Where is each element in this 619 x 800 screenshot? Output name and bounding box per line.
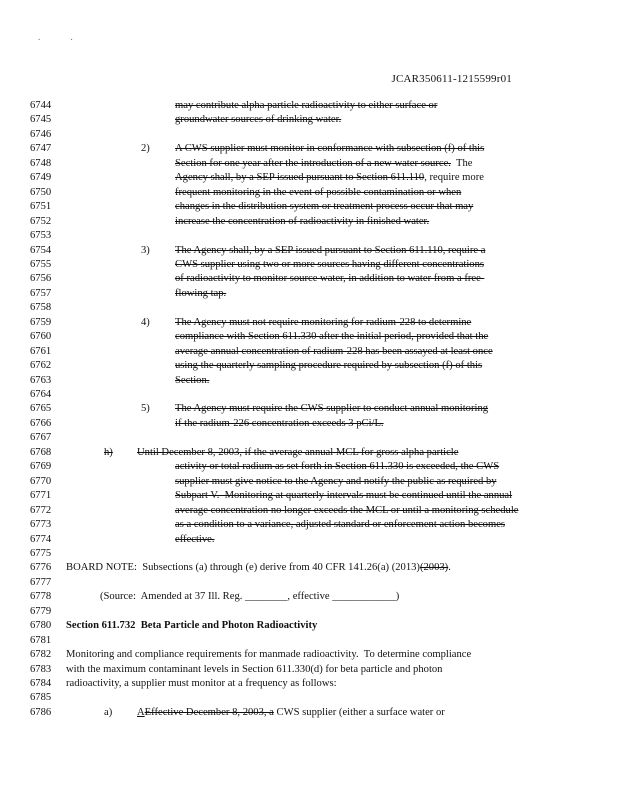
document-line bbox=[0, 129, 619, 142]
line-number: 6758 bbox=[30, 302, 52, 314]
document-line bbox=[0, 158, 619, 171]
line-text bbox=[175, 331, 488, 342]
line-text bbox=[175, 418, 384, 429]
text-segment: of radioactivity to monitor source water, in addition to water from a free- bbox=[175, 273, 485, 285]
text-segment: frequent monitoring in the event of possible contamination or when bbox=[175, 186, 462, 198]
text-segment: radioactivity, a supplier must monitor at a frequency as follows: bbox=[66, 678, 337, 689]
line-number: 6750 bbox=[30, 186, 52, 198]
text-segment: may contribute alpha particle radioactivity to either surface or bbox=[175, 100, 438, 111]
text-segment: , require more bbox=[424, 172, 484, 184]
line-text bbox=[175, 288, 226, 299]
line-number: 6759 bbox=[30, 316, 52, 328]
line-text bbox=[175, 259, 484, 270]
line-text bbox=[175, 216, 429, 227]
line-text bbox=[175, 143, 484, 154]
document-line bbox=[0, 707, 619, 720]
document-line bbox=[0, 346, 619, 359]
document-line bbox=[0, 143, 619, 156]
line-number: 6761 bbox=[30, 345, 52, 357]
line-number: 6762 bbox=[30, 360, 52, 372]
document-line bbox=[0, 273, 619, 286]
document-line bbox=[0, 360, 619, 373]
line-number: 6767 bbox=[30, 432, 52, 444]
text-segment: . bbox=[448, 562, 451, 574]
text-segment: changes in the distribution system or treatment process occur that may bbox=[175, 201, 474, 213]
text-segment: CWS supplier using two or more sources having different concentrations bbox=[175, 258, 485, 270]
line-number: 6765 bbox=[30, 403, 52, 415]
line-text bbox=[175, 505, 519, 516]
document-line bbox=[0, 418, 619, 431]
line-number: 6766 bbox=[30, 417, 52, 429]
text-segment: Subpart V. Monitoring at quarterly intervals must be continued until the annual bbox=[175, 490, 513, 502]
line-number: 6784 bbox=[30, 678, 52, 689]
line-number: 6782 bbox=[30, 649, 52, 661]
line-text bbox=[100, 591, 399, 602]
line-text bbox=[175, 201, 473, 212]
line-text bbox=[175, 346, 493, 357]
list-label: 5) bbox=[141, 403, 150, 415]
text-segment: The bbox=[450, 157, 473, 169]
line-number: 6771 bbox=[30, 490, 52, 502]
document-line bbox=[0, 403, 619, 416]
line-number: 6745 bbox=[30, 114, 52, 126]
document-line bbox=[0, 476, 619, 489]
line-text bbox=[175, 172, 484, 183]
document-line bbox=[0, 591, 619, 604]
line-text bbox=[175, 100, 437, 111]
line-text bbox=[175, 476, 497, 487]
line-number: 6756 bbox=[30, 273, 52, 285]
list-label: a) bbox=[104, 706, 113, 718]
document-line bbox=[0, 201, 619, 214]
document-line bbox=[0, 187, 619, 200]
text-segment: Section. bbox=[175, 374, 210, 386]
corner-marks: . . bbox=[38, 32, 87, 42]
line-number: 6754 bbox=[30, 244, 52, 256]
document-line bbox=[0, 331, 619, 344]
text-segment: Effective December 8, 2003, a bbox=[144, 706, 274, 718]
line-number: 6764 bbox=[30, 389, 52, 400]
line-number: 6747 bbox=[30, 143, 52, 155]
line-text bbox=[175, 245, 485, 256]
line-number: 6768 bbox=[30, 446, 52, 458]
document-line bbox=[0, 664, 619, 677]
text-segment: with the maximum contaminant levels in Section 611.330(d) for beta particle and photon bbox=[66, 663, 443, 675]
document-line bbox=[0, 548, 619, 561]
line-text bbox=[175, 158, 473, 169]
document-line bbox=[0, 649, 619, 662]
line-number: 6786 bbox=[30, 706, 52, 718]
text-segment: effective. bbox=[175, 533, 215, 545]
text-segment: if the radium-226 concentration exceeds 3 pCi/L. bbox=[175, 417, 384, 429]
line-number: 6781 bbox=[30, 634, 52, 646]
line-text bbox=[66, 562, 451, 573]
line-number: 6752 bbox=[30, 215, 52, 227]
line-number: 6746 bbox=[30, 128, 52, 140]
line-text bbox=[175, 317, 471, 328]
document-line bbox=[0, 114, 619, 127]
text-segment: supplier must give notice to the Agency and notify the public as required by bbox=[175, 475, 497, 487]
line-number: 6769 bbox=[30, 461, 52, 473]
line-text bbox=[175, 461, 499, 472]
line-number: 6774 bbox=[30, 533, 52, 545]
text-segment: A CWS supplier must monitor in conformance with subsection (f) of this bbox=[175, 143, 485, 155]
document-line bbox=[0, 100, 619, 113]
line-number: 6780 bbox=[30, 620, 52, 632]
line-text bbox=[66, 620, 317, 631]
text-segment: (2003) bbox=[419, 562, 449, 574]
line-number: 6763 bbox=[30, 374, 52, 386]
text-segment: groundwater sources of drinking water. bbox=[175, 114, 342, 126]
text-segment: flowing tap. bbox=[175, 287, 227, 299]
text-segment: using the quarterly sampling procedure required by subsection (f) of this bbox=[175, 360, 483, 372]
line-number: 6760 bbox=[30, 331, 52, 343]
line-text bbox=[175, 534, 215, 545]
line-text bbox=[175, 114, 341, 125]
document-line bbox=[0, 288, 619, 301]
line-number: 6779 bbox=[30, 605, 52, 617]
document-line bbox=[0, 519, 619, 532]
text-segment: (Source: Amended at 37 Ill. Reg. ________, effective ____________) bbox=[100, 591, 400, 603]
line-number: 6748 bbox=[30, 157, 52, 169]
line-number: 6775 bbox=[30, 547, 52, 559]
line-number: 6783 bbox=[30, 663, 52, 675]
line-number: 6744 bbox=[30, 100, 52, 111]
text-segment: Agency shall, by a SEP issued pursuant to Section 611.110 bbox=[175, 172, 425, 184]
document-code-header: JCAR350611-1215599r01 bbox=[391, 73, 512, 85]
document-line bbox=[0, 389, 619, 402]
text-segment: Monitoring and compliance requirements for manmade radioactivity. To determine compliance bbox=[66, 649, 472, 661]
line-number: 6753 bbox=[30, 230, 52, 242]
text-segment: A bbox=[137, 706, 145, 718]
text-segment: average concentration no longer exceeds the MCL or until a monitoring schedule bbox=[175, 504, 519, 516]
document-line bbox=[0, 635, 619, 648]
line-number: 6751 bbox=[30, 201, 52, 213]
document-line bbox=[0, 259, 619, 272]
document-line bbox=[0, 317, 619, 330]
list-label: 3) bbox=[141, 244, 150, 256]
line-text bbox=[175, 403, 488, 414]
line-text bbox=[175, 375, 209, 386]
document-line bbox=[0, 375, 619, 388]
text-segment: compliance with Section 611.330 after the initial period, provided that the bbox=[175, 331, 489, 343]
list-label: 4) bbox=[141, 316, 150, 328]
document-line bbox=[0, 432, 619, 445]
text-segment: Section 611.732 Beta Particle and Photon Radioactivity bbox=[66, 620, 318, 632]
text-segment: The Agency must require the CWS supplier to conduct annual monitoring bbox=[175, 403, 489, 415]
document-line bbox=[0, 692, 619, 705]
document-line bbox=[0, 447, 619, 460]
line-text bbox=[66, 664, 442, 675]
document-line bbox=[0, 505, 619, 518]
text-segment: activity or total radium as set forth in Section 611.330 is exceeded, the CWS bbox=[175, 461, 500, 473]
line-text bbox=[137, 447, 458, 458]
line-number: 6757 bbox=[30, 287, 52, 299]
document-line bbox=[0, 230, 619, 243]
line-number: 6772 bbox=[30, 504, 52, 516]
text-segment: average annual concentration of radium-228 has been assayed at least once bbox=[175, 345, 493, 357]
document-line bbox=[0, 172, 619, 185]
line-number: 6776 bbox=[30, 562, 52, 574]
line-text bbox=[175, 187, 461, 198]
line-text bbox=[175, 490, 512, 501]
document-line bbox=[0, 678, 619, 691]
text-segment: CWS supplier (either a surface water or bbox=[273, 706, 445, 718]
line-number: 6770 bbox=[30, 475, 52, 487]
line-number: 6755 bbox=[30, 258, 52, 270]
document-line bbox=[0, 606, 619, 619]
document-line bbox=[0, 534, 619, 547]
text-segment: increase the concentration of radioactivity in finished water. bbox=[175, 215, 430, 227]
line-number: 6785 bbox=[30, 692, 52, 704]
line-text bbox=[66, 649, 471, 660]
document-line bbox=[0, 577, 619, 590]
text-segment: BOARD NOTE: Subsections (a) through (e) derive from 40 CFR 141.26(a) (2013) bbox=[66, 562, 420, 574]
document-line bbox=[0, 562, 619, 575]
line-text bbox=[175, 360, 482, 371]
line-text bbox=[137, 707, 445, 718]
list-label: 2) bbox=[141, 143, 150, 155]
document-line bbox=[0, 245, 619, 258]
document-line bbox=[0, 302, 619, 315]
document-line bbox=[0, 461, 619, 474]
line-number: 6749 bbox=[30, 172, 52, 184]
line-number: 6773 bbox=[30, 519, 52, 531]
line-number: 6777 bbox=[30, 576, 52, 588]
text-segment: as a condition to a variance, adjusted standard or enforcement action becomes bbox=[175, 519, 506, 531]
text-segment: The Agency shall, by a SEP issued pursuant to Section 611.110, require a bbox=[175, 244, 486, 256]
line-number: 6778 bbox=[30, 591, 52, 603]
document-line bbox=[0, 490, 619, 503]
line-text bbox=[66, 678, 337, 689]
text-segment: Until December 8, 2003, if the average annual MCL for gross alpha particle bbox=[137, 446, 459, 458]
line-text bbox=[175, 273, 484, 284]
text-segment: Section for one year after the introduction of a new water source. bbox=[175, 157, 451, 169]
document-line bbox=[0, 216, 619, 229]
list-label: h) bbox=[104, 446, 113, 458]
text-segment: The Agency must not require monitoring for radium-228 to determine bbox=[175, 316, 472, 328]
line-text bbox=[175, 519, 505, 530]
document-line bbox=[0, 620, 619, 633]
